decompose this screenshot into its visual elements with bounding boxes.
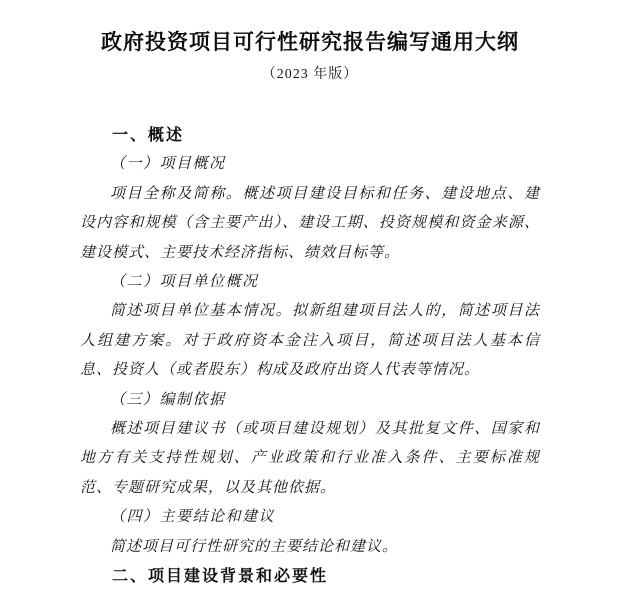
subsection-heading-project-unit-overview: （二）项目单位概况	[110, 274, 259, 291]
section-heading-background-necessity: 二、项目建设背景和必要性	[112, 568, 329, 586]
subsection-heading-project-overview: （一）项目概况	[110, 156, 226, 173]
subsection-heading-compilation-basis: （三）编制依据	[110, 391, 226, 408]
paragraph-project-unit-overview: 简述项目单位基本情况。拟新组建项目法人的，简述项目法人组建方案。对于政府资本金注入项目，简述项目法人基本信息、投资人（或者股东）构成及政府出资人代表等情况。	[80, 303, 540, 379]
subsection-heading-main-conclusions: （四）主要结论和建议	[110, 509, 276, 526]
paragraph-compilation-basis: 概述项目建议书（或项目建设规划）及其批复文件、国家和地方有关支持性规划、产业政策和行业准入条件、主要标准规范、专题研究成果，以及其他依据。	[80, 421, 540, 496]
document-body	[80, 121, 540, 592]
paragraph-project-overview: 项目全称及简称。概述项目建设目标和任务、建设地点、建设内容和规模（含主要产出）、建设工期、投资规模和资金来源、建设模式、主要技术经济指标、绩效目标等。	[80, 185, 540, 261]
document-edition: （2023 年版）	[261, 67, 359, 82]
section-heading-overview: 一、概述	[112, 127, 185, 144]
paragraph-main-conclusions: 简述项目可行性研究的主要结论和建议。	[110, 538, 399, 555]
document-title: 政府投资项目可行性研究报告编写通用大纲	[101, 30, 519, 54]
